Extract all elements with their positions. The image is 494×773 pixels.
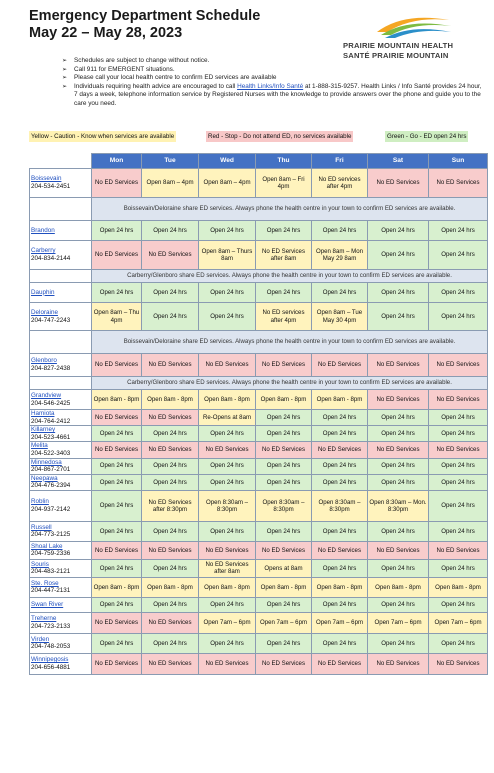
schedule-cell: Open 8am - 8pm [256, 577, 312, 597]
site-row [30, 283, 488, 303]
schedule-cell: Open 24 hrs [429, 474, 488, 490]
schedule-cell: Open 24 hrs [429, 221, 488, 241]
day-header: Tue [142, 154, 199, 169]
schedule-cell: Open 24 hrs [92, 521, 142, 541]
notes-list [62, 57, 482, 109]
schedule-cell: Open 24 hrs [92, 559, 142, 577]
schedule-cell: No ED Services after 8:30pm [142, 490, 199, 521]
schedule-cell: Open 24 hrs [312, 474, 368, 490]
site-name-link[interactable]: Minnedosa [31, 458, 62, 466]
arrow-bullet-icon: ➢ [62, 58, 68, 64]
site-cell [30, 653, 92, 674]
day-header: Thu [256, 154, 312, 169]
schedule-cell: No ED Services [92, 612, 142, 633]
schedule-cell: Open 7am – 6pm [368, 612, 429, 633]
arrow-bullet-icon: ➢ [62, 83, 68, 90]
schedule-cell: Open 8:30am – 8:30pm [256, 490, 312, 521]
schedule-cell: Open 24 hrs [368, 426, 429, 442]
schedule-cell: Open 24 hrs [256, 426, 312, 442]
legend-green: Green - Go - ED open 24 hrs [387, 133, 467, 140]
schedule-cell: Open 24 hrs [429, 597, 488, 612]
schedule-cell: Open 8:30am – 8:30pm [312, 490, 368, 521]
schedule-cell: No ED Services [92, 541, 142, 559]
site-cell [30, 169, 92, 198]
logo-text-en: PRAIRIE MOUNTAIN HEALTH [343, 41, 454, 50]
schedule-cell: Open 24 hrs [199, 426, 256, 442]
site-row [30, 474, 488, 490]
schedule-cell: No ED Services [312, 442, 368, 458]
schedule-cell: Open 24 hrs [429, 283, 488, 303]
site-cell [30, 221, 92, 241]
schedule-cell: Open 8am – Mon May 29 8am [312, 241, 368, 270]
schedule-cell: No ED Services [256, 442, 312, 458]
schedule-cell: No ED Services [368, 169, 429, 198]
site-cell [30, 521, 92, 541]
schedule-cell: Open 24 hrs [142, 303, 199, 331]
schedule-cell: No ED Services [142, 354, 199, 377]
site-name-link[interactable]: Dauphin [31, 288, 55, 296]
schedule-cell: No ED Services [429, 169, 488, 198]
site-phone: 204-656-4881 [31, 663, 71, 671]
site-cell [30, 559, 92, 577]
site-name-link[interactable]: Ste. Rose [31, 579, 59, 587]
site-name-link[interactable]: Shoal Lake [31, 542, 63, 550]
site-phone: 204-522-3403 [31, 449, 71, 457]
schedule-table [29, 153, 488, 675]
schedule-cell: Open 24 hrs [368, 458, 429, 474]
corner-cell [30, 154, 92, 169]
day-header-row [30, 154, 488, 169]
site-name-link[interactable]: Deloraine [31, 308, 58, 316]
schedule-cell: Open 8am - 8pm [199, 577, 256, 597]
schedule-cell: No ED Services [142, 541, 199, 559]
legend-yellow: Yellow - Caution - Know when services are available [31, 133, 175, 140]
site-cell [30, 490, 92, 521]
schedule-cell: Open 24 hrs [142, 597, 199, 612]
schedule-cell: No ED Services [92, 442, 142, 458]
logo-swoosh-icon [373, 10, 453, 40]
schedule-cell: No ED Services [92, 410, 142, 426]
schedule-cell: Open 24 hrs [256, 474, 312, 490]
site-row [30, 521, 488, 541]
schedule-cell: Open 24 hrs [199, 303, 256, 331]
schedule-cell: Open 8am – 4pm [142, 169, 199, 198]
day-header: Fri [312, 154, 368, 169]
schedule-cell: Open 24 hrs [429, 633, 488, 653]
site-phone: 204-723-2133 [31, 622, 71, 630]
schedule-cell: Open 24 hrs [312, 410, 368, 426]
schedule-cell: No ED services after 4pm [312, 169, 368, 198]
site-phone: 204-759-2336 [31, 550, 71, 558]
site-name-link[interactable]: Grandview [31, 391, 62, 399]
schedule-cell: Open 24 hrs [368, 633, 429, 653]
site-row [30, 410, 488, 426]
note-item: ➢ Please call your local health centre to confirm ED services are available [62, 74, 277, 82]
site-name-link[interactable]: Winnipegosis [31, 656, 69, 664]
schedule-cell: Open 24 hrs [312, 633, 368, 653]
note-spacer [30, 270, 92, 283]
schedule-cell: Open 8am - 8pm [312, 577, 368, 597]
page-title [29, 8, 260, 42]
schedule-cell: Open 24 hrs [256, 521, 312, 541]
schedule-cell: No ED Services [256, 653, 312, 674]
schedule-cell: Open 8am – Tue May 30 4pm [312, 303, 368, 331]
schedule-cell: Open 24 hrs [312, 559, 368, 577]
schedule-cell: No ED Services after 8am [256, 241, 312, 270]
schedule-cell: Open 24 hrs [429, 410, 488, 426]
schedule-cell: Open 8am - 8pm [368, 577, 429, 597]
note-item: ➢ Individuals requiring health advice are encouraged to call Health Links/Info Santé at 1-888-315-9257. Health Links / Info Santé provides 24 hour, 7 days a week, telephone information service by Registered Nurses with the knowledge to provide answers over the phone and guide you to the care you need. [62, 82, 482, 107]
site-row [30, 597, 488, 612]
site-cell [30, 577, 92, 597]
site-name-link[interactable]: Melita [31, 442, 48, 450]
site-name-link[interactable]: Killarney [31, 426, 56, 434]
schedule-cell: No ED Services [199, 541, 256, 559]
shared-services-note-row [30, 198, 488, 221]
schedule-cell: Open 8am - 8pm [312, 390, 368, 410]
arrow-bullet-icon: ➢ [62, 75, 68, 82]
schedule-cell: Open 24 hrs [142, 474, 199, 490]
shared-services-note: Carberry/Glenboro share ED services. Always phone the health centre in your town to confirm ED services are available. [92, 270, 488, 283]
site-row [30, 458, 488, 474]
schedule-cell: Open 24 hrs [199, 597, 256, 612]
schedule-cell: Open 24 hrs [256, 597, 312, 612]
schedule-cell: No ED Services [368, 442, 429, 458]
site-row [30, 221, 488, 241]
schedule-cell: Open 24 hrs [256, 410, 312, 426]
shared-services-note-row [30, 377, 488, 390]
schedule-cell: Open 24 hrs [429, 490, 488, 521]
schedule-cell: Open 8am - 8pm [92, 577, 142, 597]
note-spacer [30, 331, 92, 354]
schedule-cell: Open 24 hrs [142, 221, 199, 241]
day-header: Sun [429, 154, 488, 169]
site-row [30, 490, 488, 521]
note-spacer [30, 377, 92, 390]
schedule-cell: Open 7am – 6pm [312, 612, 368, 633]
site-phone: 204-523-4661 [31, 433, 71, 441]
site-row [30, 303, 488, 331]
schedule-cell: No ED Services [92, 653, 142, 674]
schedule-cell: Open 8am - 8pm [142, 390, 199, 410]
schedule-cell: Open 24 hrs [199, 633, 256, 653]
site-name-link[interactable]: Boissevain [31, 175, 62, 183]
site-row [30, 169, 488, 198]
schedule-cell: No ED Services [142, 241, 199, 270]
schedule-cell: Open 24 hrs [142, 283, 199, 303]
shared-services-note-row [30, 270, 488, 283]
schedule-cell: Open 24 hrs [368, 410, 429, 426]
schedule-cell: Open 7am – 6pm [199, 612, 256, 633]
schedule-cell: Open 24 hrs [429, 426, 488, 442]
schedule-cell: No ED Services [199, 442, 256, 458]
schedule-cell: No ED Services [256, 354, 312, 377]
schedule-cell: Open 7am – 6pm [256, 612, 312, 633]
site-row [30, 241, 488, 270]
schedule-cell: Open 24 hrs [368, 521, 429, 541]
site-phone: 204-546-2425 [31, 399, 71, 407]
site-phone: 204-476-2394 [31, 482, 71, 490]
schedule-cell: Open 8am - 8pm [92, 390, 142, 410]
site-phone: 204-834-2144 [31, 255, 71, 262]
schedule-cell: No ED Services [429, 541, 488, 559]
site-name-link[interactable]: Treherne [31, 615, 57, 623]
schedule-cell: Open 24 hrs [92, 597, 142, 612]
schedule-cell: Open 24 hrs [92, 490, 142, 521]
schedule-cell: Open 24 hrs [142, 521, 199, 541]
site-row [30, 559, 488, 577]
schedule-cell: No ED Services after 8am [199, 559, 256, 577]
schedule-cell: Open 8am – 4pm [199, 169, 256, 198]
site-phone: 204-764-2412 [31, 417, 71, 425]
site-name-link[interactable]: Glenboro [31, 357, 57, 365]
schedule-cell: Open 7am – 6pm [429, 612, 488, 633]
schedule-cell: Open 24 hrs [429, 559, 488, 577]
site-cell [30, 410, 92, 426]
schedule-cell: No ED services after 4pm [256, 303, 312, 331]
site-phone: 204-747-2243 [31, 316, 71, 324]
schedule-cell: Open 24 hrs [368, 221, 429, 241]
schedule-cell: Open 24 hrs [368, 559, 429, 577]
schedule-cell: No ED Services [142, 653, 199, 674]
site-cell [30, 541, 92, 559]
schedule-cell: Open 8am – Fri 4pm [256, 169, 312, 198]
schedule-cell: Open 24 hrs [256, 221, 312, 241]
schedule-cell: Open 8am - 8pm [429, 577, 488, 597]
site-row [30, 612, 488, 633]
schedule-cell: Open 24 hrs [429, 458, 488, 474]
shared-services-note: Boissevain/Deloraine share ED services. Always phone the health centre in your town to confirm ED services are available. [92, 331, 488, 354]
schedule-cell: No ED Services [368, 354, 429, 377]
schedule-cell: No ED Services [368, 390, 429, 410]
site-row [30, 354, 488, 377]
schedule-cell: Open 24 hrs [312, 521, 368, 541]
arrow-bullet-icon: ➢ [62, 66, 68, 73]
schedule-cell: Open 24 hrs [368, 303, 429, 331]
schedule-cell: Open 24 hrs [142, 458, 199, 474]
schedule-cell: No ED Services [429, 442, 488, 458]
site-row [30, 426, 488, 442]
schedule-cell: Open 8am – Thu 4pm [92, 303, 142, 331]
schedule-cell: Open 24 hrs [142, 559, 199, 577]
site-phone: 204-827-2438 [31, 365, 71, 372]
schedule-cell: No ED Services [429, 390, 488, 410]
note-spacer [30, 198, 92, 221]
legend-red: Red - Stop - Do not attend ED, no services available [208, 133, 352, 140]
schedule-cell: Open 24 hrs [92, 458, 142, 474]
schedule-cell: Open 24 hrs [92, 474, 142, 490]
schedule-cell: No ED Services [368, 541, 429, 559]
site-cell [30, 633, 92, 653]
site-phone: 204-748-2053 [31, 643, 71, 651]
schedule-cell: Open 8am - 8pm [142, 577, 199, 597]
schedule-cell: Open 24 hrs [142, 426, 199, 442]
site-name-link[interactable]: Hamiota [31, 410, 55, 417]
schedule-cell: Open 24 hrs [142, 633, 199, 653]
site-cell [30, 283, 92, 303]
site-name-link[interactable]: Carberry [31, 247, 56, 255]
site-phone: 204-867-2701 [31, 466, 71, 474]
site-phone: 204-534-2451 [31, 183, 71, 190]
site-phone: 204-483-2121 [31, 568, 71, 576]
day-header: Sat [368, 154, 429, 169]
schedule-cell: Open 24 hrs [368, 474, 429, 490]
site-name-link[interactable]: Swan River [31, 601, 64, 609]
schedule-cell: Open 24 hrs [199, 458, 256, 474]
schedule-cell: No ED Services [256, 541, 312, 559]
site-name-link[interactable]: Virden [31, 635, 50, 643]
site-row [30, 390, 488, 410]
schedule-cell: Open 8am – Thurs 8am [199, 241, 256, 270]
schedule-cell: Open 24 hrs [312, 426, 368, 442]
site-row [30, 541, 488, 559]
schedule-cell: No ED Services [429, 354, 488, 377]
site-cell [30, 442, 92, 458]
site-name-link[interactable]: Russell [31, 523, 52, 531]
site-row [30, 577, 488, 597]
site-name-link[interactable]: Neepawa [31, 474, 58, 482]
shared-services-note: Boissevain/Deloraine share ED services. Always phone the health centre in your town to confirm ED services are available. [92, 198, 488, 221]
title-line-1: Emergency Department Schedule [29, 8, 261, 24]
schedule-cell: Open 24 hrs [429, 303, 488, 331]
schedule-cell: Open 24 hrs [199, 474, 256, 490]
schedule-cell: Open 24 hrs [312, 283, 368, 303]
schedule-cell: Open 24 hrs [429, 241, 488, 270]
schedule-cell: Open 24 hrs [368, 283, 429, 303]
shared-services-note-row [30, 331, 488, 354]
site-cell [30, 597, 92, 612]
schedule-cell: No ED Services [142, 612, 199, 633]
schedule-cell: Open 24 hrs [429, 521, 488, 541]
schedule-cell: Open 24 hrs [92, 221, 142, 241]
schedule-cell: Open 8am - 8pm [199, 390, 256, 410]
schedule-cell: No ED Services [142, 442, 199, 458]
logo-text-fr: SANTÉ PRAIRIE MOUNTAIN [343, 51, 449, 60]
schedule-cell: Open 24 hrs [199, 221, 256, 241]
note-item: ➢ Call 911 for EMERGENT situations. [62, 65, 175, 73]
schedule-cell: Re-Opens at 8am [199, 410, 256, 426]
schedule-cell: No ED Services [199, 354, 256, 377]
title-line-2: May 22 – May 28, 2023 [29, 25, 183, 41]
schedule-cell: No ED Services [368, 653, 429, 674]
schedule-cell: Open 24 hrs [312, 221, 368, 241]
site-cell [30, 612, 92, 633]
day-header: Wed [199, 154, 256, 169]
site-cell [30, 474, 92, 490]
schedule-cell: No ED Services [199, 653, 256, 674]
schedule-cell: Open 24 hrs [92, 283, 142, 303]
site-phone: 204-773-2125 [31, 531, 71, 539]
schedule-body [30, 169, 488, 675]
schedule-cell: Open 24 hrs [368, 241, 429, 270]
schedule-cell: Open 24 hrs [199, 283, 256, 303]
schedule-cell: No ED Services [92, 241, 142, 270]
schedule-cell: Open 24 hrs [256, 458, 312, 474]
schedule-cell: Open 24 hrs [368, 597, 429, 612]
schedule-cell: No ED Services [142, 410, 199, 426]
site-row [30, 653, 488, 674]
schedule-cell: Open 24 hrs [312, 458, 368, 474]
schedule-cell: No ED Services [312, 653, 368, 674]
schedule-cell: No ED Services [312, 541, 368, 559]
schedule-cell: Open 8am - 8pm [256, 390, 312, 410]
site-phone: 204-447-2131 [31, 587, 71, 595]
site-cell [30, 390, 92, 410]
site-row [30, 442, 488, 458]
schedule-cell: Open 24 hrs [92, 426, 142, 442]
schedule-cell: Open 24 hrs [256, 283, 312, 303]
site-name-link[interactable]: Roblin [31, 498, 49, 506]
schedule-cell: No ED Services [92, 169, 142, 198]
site-cell [30, 303, 92, 331]
schedule-cell: Opens at 8am [256, 559, 312, 577]
day-header: Mon [92, 154, 142, 169]
site-name-link[interactable]: Souris [31, 560, 49, 568]
site-name-link[interactable]: Brandon [31, 226, 55, 234]
schedule-cell: Open 24 hrs [199, 521, 256, 541]
site-cell [30, 354, 92, 377]
schedule-cell: No ED Services [92, 354, 142, 377]
site-row [30, 633, 488, 653]
site-cell [30, 426, 92, 442]
schedule-cell: Open 24 hrs [312, 597, 368, 612]
note-item: ➢ Schedules are subject to change without notice. [62, 57, 210, 64]
shared-services-note: Carberry/Glenboro share ED services. Always phone the health centre in your town to confirm ED services are available. [92, 377, 488, 390]
schedule-cell: No ED Services [312, 354, 368, 377]
color-legend [29, 131, 487, 142]
site-cell [30, 241, 92, 270]
schedule-cell: Open 8:30am – Mon. 8:30pm [368, 490, 429, 521]
site-phone: 204-937-2142 [31, 505, 71, 513]
schedule-cell: Open 24 hrs [92, 633, 142, 653]
schedule-cell: Open 24 hrs [256, 633, 312, 653]
schedule-cell: No ED Services [429, 653, 488, 674]
site-cell [30, 458, 92, 474]
schedule-cell: Open 8:30am – 8:30pm [199, 490, 256, 521]
health-links-link[interactable]: Health Links/Info Santé [237, 82, 304, 90]
